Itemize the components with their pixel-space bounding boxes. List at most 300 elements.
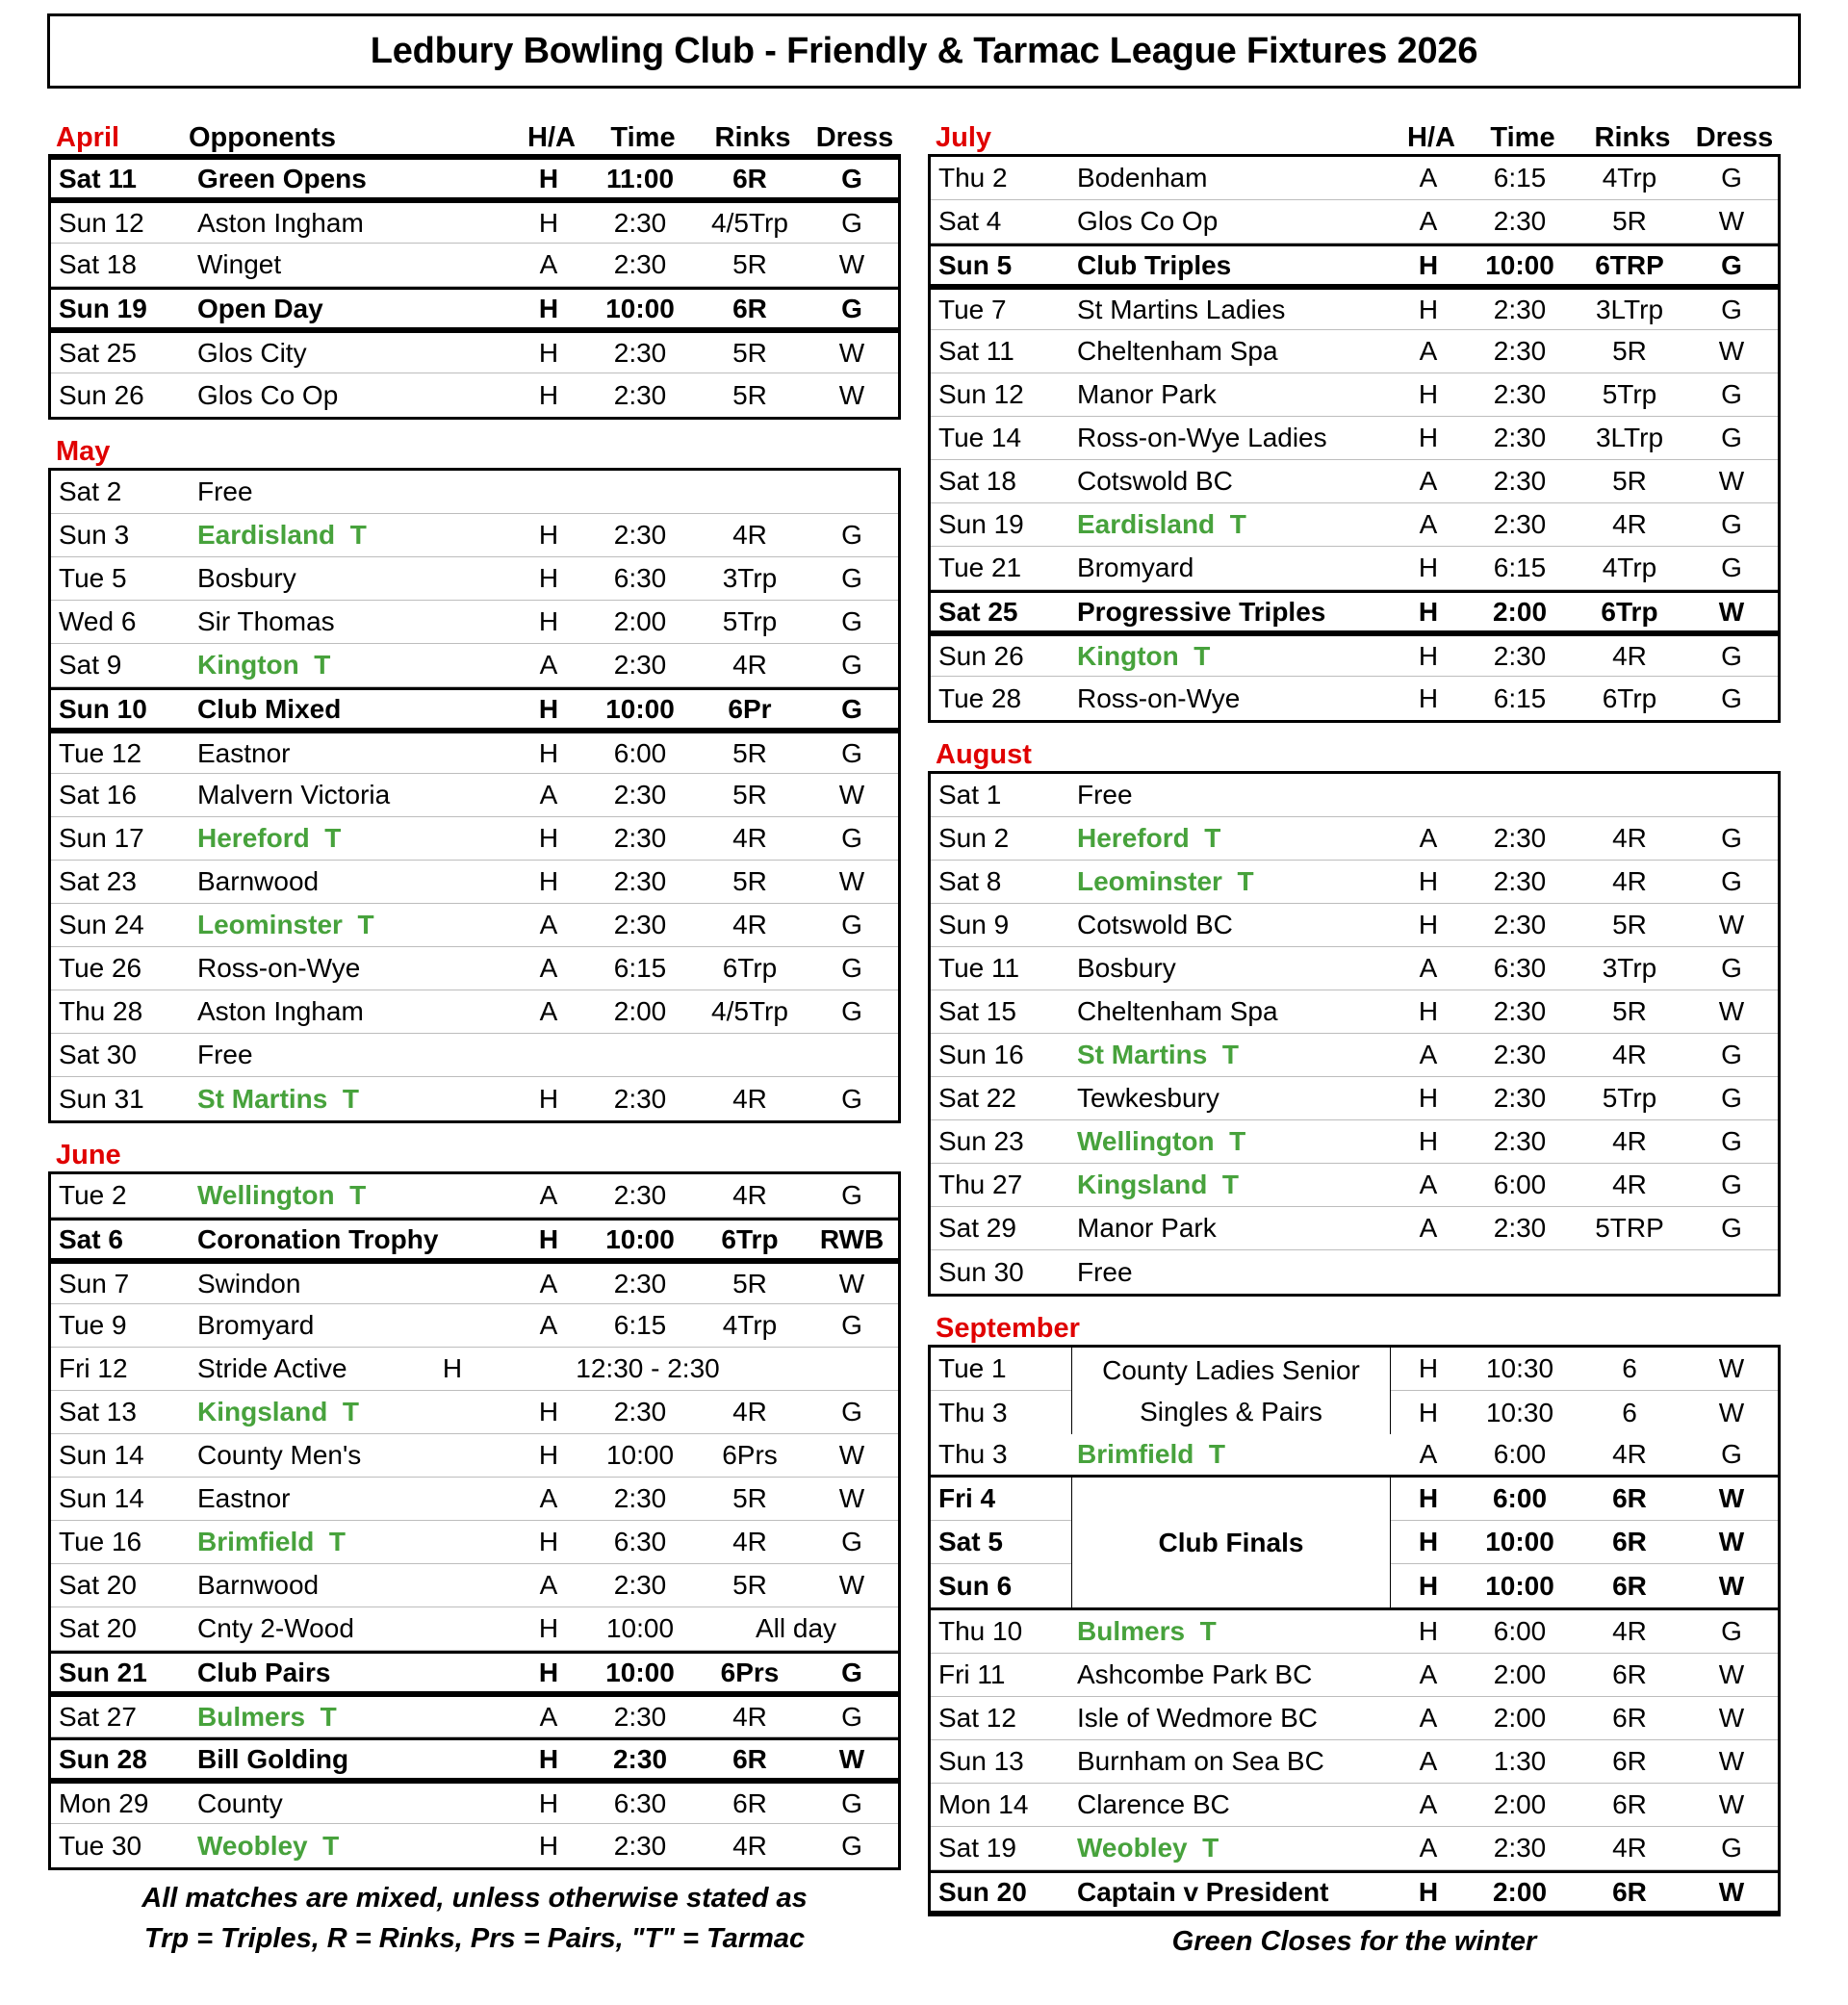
fixture-date: Sun 16 (938, 1040, 1024, 1069)
tarmac-marker: T (1194, 1439, 1226, 1469)
fixture-dress: G (1721, 640, 1742, 671)
fixture-rinks: 6R (1612, 1746, 1647, 1776)
fixture-time: 2:30 (612, 1743, 668, 1774)
fixture-row (51, 1304, 898, 1348)
tarmac-marker: T (334, 1180, 367, 1210)
fixture-row (51, 157, 898, 200)
tarmac-opponent: Wellington (1077, 1126, 1215, 1156)
fixture-row (931, 904, 1778, 947)
fixture-date: Sat 5 (931, 1521, 1071, 1564)
fixture-home-away: H (1418, 423, 1439, 452)
fixture-time: 2:30 (613, 1083, 667, 1114)
fixture-date: Sun 20 (938, 1876, 1027, 1907)
fixture-opponent: Eastnor (197, 737, 291, 768)
fixture-time: 6:15 (1493, 682, 1547, 713)
month-header-may (48, 425, 901, 468)
fixture-row (51, 471, 898, 514)
fixture-row (1391, 1478, 1778, 1521)
tarmac-marker: T (327, 1083, 360, 1114)
fixture-row (931, 1697, 1778, 1740)
fixture-dress: G (841, 520, 862, 550)
fixture-opponent: Barnwood (197, 1570, 320, 1600)
fixture-row (51, 1781, 898, 1824)
fixture-opponent: St Martins Ladies (1077, 294, 1286, 324)
fixture-row (51, 601, 898, 644)
fixture-time: 2:30 (613, 780, 667, 810)
fixture-dress: G (1721, 682, 1742, 713)
fixture-date: Sat 19 (938, 1833, 1016, 1863)
month-header-june (48, 1129, 901, 1171)
fixture-opponent: Manor Park (1077, 1213, 1217, 1243)
fixture-home-away: H (538, 563, 559, 593)
fixture-time: 2:30 (1493, 379, 1547, 409)
fixture-home-away: A (1419, 509, 1438, 539)
tarmac-opponent: Eardisland (197, 520, 336, 550)
fixture-rinks: 3LTrp (1595, 294, 1664, 324)
fixture-dress: G (1721, 1170, 1742, 1199)
fixture-opponent (192, 650, 511, 681)
fixture-date: Fri 12 (59, 1353, 128, 1383)
fixture-home-away: A (1419, 466, 1438, 496)
fixture-date: Wed 6 (59, 606, 137, 636)
fixture-opponent: Winget (197, 249, 282, 279)
fixture-row (51, 330, 898, 373)
page-title-bar (47, 13, 1801, 89)
fixture-row (51, 287, 898, 330)
fixture-home-away: A (1419, 1833, 1438, 1863)
fixture-dress: G (841, 953, 862, 983)
fixture-rinks: 4R (1612, 823, 1647, 853)
fixture-date: Tue 30 (59, 1830, 142, 1861)
fixture-row (931, 1250, 1778, 1294)
fixture-dress: G (841, 996, 862, 1026)
fixture-date: Sun 14 (59, 1440, 144, 1470)
fixture-dress: W (1718, 996, 1745, 1026)
fixture-home-away: A (539, 953, 558, 983)
fixture-time: 6:15 (613, 953, 667, 983)
column-header-time-right: Time (1490, 122, 1555, 153)
fixture-dress: G (1721, 1040, 1742, 1069)
fixture-dress: G (841, 1083, 862, 1114)
fixture-row (931, 1434, 1778, 1478)
fixture-home-away: H (538, 163, 559, 193)
tarmac-marker: T (305, 1701, 337, 1732)
fixture-row (51, 1218, 898, 1261)
month-label-april: April (56, 122, 120, 153)
fixture-rinks: 6R (1612, 1483, 1647, 1513)
tarmac-marker: T (307, 1830, 340, 1861)
fixture-dress: G (841, 1787, 862, 1818)
fixture-row (51, 817, 898, 861)
fixture-date: Tue 2 (59, 1180, 127, 1210)
fixture-date: Tue 26 (59, 953, 142, 983)
fixture-dress: W (838, 866, 865, 896)
column-header-dress: Dress (815, 122, 894, 153)
tarmac-marker: T (1215, 509, 1246, 539)
fixture-row (51, 1651, 898, 1694)
fixture-row (51, 244, 898, 287)
fixture-opponent (192, 910, 511, 940)
fixture-row (1391, 1391, 1778, 1434)
fixture-home-away: A (1419, 1040, 1438, 1069)
fixture-rinks: 4/5Trp (711, 207, 788, 238)
fixture-row (931, 460, 1778, 503)
fixture-rinks: 5R (732, 337, 767, 368)
fixture-date: Mon 14 (938, 1789, 1029, 1819)
fixture-opponent: Bill Golding (197, 1743, 349, 1774)
fixture-row (51, 1521, 898, 1564)
fixture-rinks: 4R (732, 1830, 767, 1861)
tarmac-opponent: Brimfield (1077, 1439, 1194, 1469)
fixtures-table-august (928, 771, 1781, 1297)
fixture-row (51, 1737, 898, 1781)
fixture-time: 2:00 (1492, 596, 1548, 627)
fixture-time: 2:30 (613, 1570, 667, 1600)
fixture-time: 10:00 (1485, 1570, 1554, 1601)
fixture-time: 6:30 (613, 1787, 667, 1818)
fixture-time: 2:30 (1493, 294, 1547, 324)
fixture-dress: G (841, 1657, 862, 1687)
fixture-time: 2:00 (1493, 1789, 1547, 1819)
fixture-rinks: 4Trp (1602, 163, 1657, 193)
fixture-date: Sun 14 (59, 1483, 144, 1513)
fixtures-table-september (928, 1345, 1781, 1916)
fixture-time: 2:00 (613, 606, 667, 636)
fixture-row (51, 514, 898, 557)
fixture-opponent: Cheltenham Spa (1077, 996, 1278, 1026)
fixture-time: 6:00 (613, 737, 667, 768)
fixture-dress: G (1721, 866, 1742, 896)
tarmac-opponent: Hereford (1077, 823, 1190, 853)
fixture-rinks: 6R (1612, 1789, 1647, 1819)
fixture-opponent: Bosbury (1077, 953, 1176, 983)
fixture-date: Sat 1 (938, 780, 1002, 810)
fixture-dress: G (1721, 1439, 1742, 1469)
fixture-dress: G (841, 693, 862, 724)
fixture-dress: W (838, 1743, 865, 1774)
fixture-time: 2:30 (613, 1268, 667, 1298)
fixture-date: Fri 4 (931, 1478, 1071, 1521)
fixture-rinks: 6R (732, 1743, 767, 1774)
fixture-opponent: Club Mixed (197, 693, 342, 724)
fixture-time: 6:00 (1492, 1483, 1548, 1513)
fixture-opponent: Coronation Trophy (197, 1223, 439, 1254)
fixture-row (931, 1034, 1778, 1077)
fixture-time: 10:30 (1485, 1353, 1554, 1383)
fixture-date: Sun 26 (938, 640, 1024, 671)
fixture-rinks: 5R (732, 780, 767, 810)
fixture-row (931, 244, 1778, 287)
fixture-home-away: H (1418, 294, 1439, 324)
tarmac-marker: T (1185, 1616, 1217, 1646)
fixture-rinks: 4R (1612, 1616, 1647, 1646)
fixture-home-away: H (1418, 1353, 1439, 1383)
fixture-time: 2:00 (613, 996, 667, 1026)
fixture-dress: G (1721, 294, 1742, 324)
column-header-rinks-right: Rinks (1594, 122, 1671, 153)
fixture-dress: W (1718, 1876, 1745, 1907)
tarmac-opponent: St Martins (1077, 1040, 1208, 1069)
fixture-time-range: 12:30 - 2:30 (576, 1353, 720, 1383)
fixture-dress: W (1718, 1659, 1745, 1689)
fixture-rinks-dress: All day (755, 1613, 837, 1643)
fixture-dress: G (841, 207, 862, 238)
fixture-home-away: H (538, 520, 559, 550)
fixture-row (51, 1434, 898, 1478)
fixture-time: 11:00 (605, 163, 675, 193)
fixture-dress: W (838, 780, 865, 810)
fixture-time: 2:00 (1493, 1703, 1547, 1733)
fixture-date: Sun 7 (59, 1268, 130, 1298)
fixture-date: Thu 3 (938, 1439, 1008, 1469)
fixture-home-away: H (538, 207, 559, 238)
fixture-opponent (1071, 509, 1391, 540)
fixture-dress: G (841, 1830, 862, 1861)
tarmac-marker: T (1221, 866, 1254, 896)
fixture-date: Thu 10 (938, 1616, 1023, 1646)
fixture-row (51, 1564, 898, 1607)
fixture-home-away: H (538, 693, 559, 724)
fixture-row (931, 1740, 1778, 1784)
fixture-home-away: H (1418, 1616, 1439, 1646)
fixture-home-away: H (1418, 249, 1439, 280)
fixture-opponent: Open Day (197, 293, 323, 323)
tarmac-opponent: Kingsland (1077, 1170, 1208, 1199)
fixture-home-away: H (442, 1353, 463, 1383)
fixture-rinks: 5Trp (722, 606, 778, 636)
fixture-opponent: Free (1077, 780, 1133, 810)
fixture-dress: G (1721, 953, 1742, 983)
fixture-dress: G (1721, 379, 1742, 409)
fixture-date: Sat 25 (938, 596, 1018, 627)
fixture-opponent: Manor Park (1077, 379, 1217, 409)
fixture-time: 2:30 (613, 1483, 667, 1513)
fixture-date: Sun 2 (938, 823, 1010, 853)
fixture-row (931, 157, 1778, 200)
fixture-opponent: Ashcombe Park BC (1077, 1659, 1313, 1689)
fixture-dress: G (841, 606, 862, 636)
month-header-august (928, 729, 1781, 771)
fixture-dress: W (1718, 596, 1745, 627)
fixture-rinks: 6TRP (1595, 249, 1664, 280)
fixture-row (931, 330, 1778, 373)
tarmac-marker: T (327, 1397, 360, 1427)
fixture-opponent: Sir Thomas (197, 606, 335, 636)
fixture-home-away: A (1419, 1213, 1438, 1243)
month-label-july: July (936, 122, 992, 153)
fixture-dress: W (1718, 466, 1745, 496)
fixture-row (51, 1348, 898, 1391)
fixture-rinks: 4/5Trp (711, 996, 788, 1026)
fixture-dress: G (841, 163, 862, 193)
fixture-rinks: 5R (732, 866, 767, 896)
fixture-opponent: Malvern Victoria (197, 780, 391, 810)
fixture-row (931, 200, 1778, 244)
fixture-rinks: 4R (732, 520, 767, 550)
fixture-opponent (192, 520, 511, 551)
fixture-dress: G (1721, 1213, 1742, 1243)
fixture-time: 6:30 (613, 563, 667, 593)
fixture-opponent: County (197, 1787, 283, 1818)
fixture-rinks: 3LTrp (1595, 423, 1664, 452)
fixture-row (51, 1824, 898, 1867)
fixture-home-away: A (1419, 206, 1438, 236)
fixture-opponent: Glos Co Op (1077, 206, 1219, 236)
fixture-date: Sat 11 (59, 163, 137, 193)
left-footer-note (48, 1878, 901, 1959)
fixture-time: 1:30 (1493, 1746, 1547, 1776)
fixture-time: 2:30 (613, 379, 667, 410)
fixture-opponent: Bosbury (197, 563, 296, 593)
fixture-date: Sun 19 (938, 509, 1024, 539)
county-ladies-senior-label (1071, 1348, 1391, 1434)
fixture-rinks: 4R (1612, 1833, 1647, 1863)
fixture-row (931, 417, 1778, 460)
fixture-rinks: 4R (1612, 866, 1647, 896)
fixture-home-away: H (538, 606, 559, 636)
tarmac-marker: T (1214, 1126, 1246, 1156)
fixture-dress: G (1721, 1616, 1742, 1646)
fixture-time: 6:30 (613, 1527, 667, 1556)
fixture-time: 10:00 (605, 1613, 675, 1643)
fixture-row (931, 1654, 1778, 1697)
fixture-home-away: H (1418, 379, 1439, 409)
fixture-time: 10:00 (1485, 249, 1554, 280)
fixture-row (51, 373, 898, 417)
fixture-rinks: 4R (732, 910, 767, 939)
fixture-opponent: Cotswold BC (1077, 466, 1233, 496)
fixture-date: Sun 28 (59, 1743, 147, 1774)
fixture-home-away: H (538, 1787, 559, 1818)
fixture-rinks: 6R (732, 293, 767, 323)
fixture-opponent (192, 1527, 511, 1557)
fixture-dress: W (1718, 1703, 1745, 1733)
fixture-rinks: 6R (732, 163, 767, 193)
fixture-home-away: H (1418, 1570, 1439, 1601)
month-header-july (928, 112, 1781, 154)
club-finals-values (1391, 1478, 1778, 1607)
fixture-date: Sun 24 (59, 910, 144, 939)
fixture-rinks: 5TRP (1595, 1213, 1664, 1243)
fixture-rinks: 3Trp (1602, 953, 1657, 983)
fixture-home-away: H (538, 1223, 559, 1254)
fixture-time: 2:30 (1493, 1083, 1547, 1113)
tarmac-opponent: Wellington (197, 1180, 335, 1210)
fixture-row (931, 503, 1778, 547)
tarmac-opponent: Leominster (197, 910, 343, 939)
fixture-time: 2:30 (1493, 1040, 1547, 1069)
club-finals-label (1071, 1478, 1391, 1607)
fixture-opponent: Tewkesbury (1077, 1083, 1219, 1113)
fixtures-table-july (928, 154, 1781, 723)
fixture-time: 10:30 (1485, 1397, 1554, 1427)
fixture-date: Tue 5 (59, 563, 127, 593)
column-header-opponents: Opponents (189, 122, 337, 153)
fixture-row (931, 817, 1778, 861)
fixture-row (1391, 1521, 1778, 1564)
fixture-row (51, 861, 898, 904)
fixture-rinks: 5R (732, 1268, 767, 1298)
fixture-home-away: A (539, 249, 558, 279)
fixture-date: Thu 2 (938, 163, 1008, 193)
fixture-rinks: 6Trp (1601, 596, 1658, 627)
fixture-opponent: Isle of Wedmore BC (1077, 1703, 1319, 1733)
fixture-time: 2:30 (613, 910, 667, 939)
fixture-time: 2:30 (613, 337, 667, 368)
fixture-dress: G (1721, 1126, 1742, 1156)
fixture-opponent: Free (197, 1040, 253, 1069)
fixture-time: 10:00 (605, 1657, 675, 1687)
fixture-row (51, 731, 898, 774)
fixture-time: 2:30 (1493, 336, 1547, 366)
fixture-opponent (1071, 823, 1391, 854)
fixture-home-away: H (1418, 682, 1439, 713)
fixture-date: Sat 22 (938, 1083, 1016, 1113)
club-finals-dates (931, 1478, 1071, 1607)
fixture-date: Thu 3 (938, 1397, 1008, 1427)
fixture-row (51, 1261, 898, 1304)
fixture-opponent: Cheltenham Spa (1077, 336, 1278, 366)
fixture-rinks: 4R (732, 1083, 767, 1114)
fixture-opponent: Club Pairs (197, 1657, 331, 1687)
fixture-date: Sat 12 (938, 1703, 1016, 1733)
fixture-dress: G (1721, 509, 1742, 539)
fixture-home-away: A (1419, 1170, 1438, 1199)
footer-line-2: Trp = Triples, R = Rinks, Prs = Pairs, "T" = Tarmac (143, 1923, 806, 1955)
fixture-rinks: 6R (1612, 1659, 1647, 1689)
fixture-home-away: A (1419, 1789, 1438, 1819)
fixture-row (931, 1827, 1778, 1870)
fixture-row (931, 1870, 1778, 1914)
fixture-row (931, 287, 1778, 330)
fixture-date: Sat 25 (59, 337, 137, 368)
fixture-home-away: H (1418, 1527, 1439, 1556)
fixture-date: Sat 30 (59, 1040, 137, 1069)
fixture-opponent: Ross-on-Wye (197, 953, 361, 983)
fixture-date: Sat 4 (938, 206, 1002, 236)
fixture-time: 2:30 (613, 650, 667, 680)
merged-label-line: Singles & Pairs (1140, 1397, 1322, 1427)
fixture-time: 6:15 (1493, 163, 1547, 193)
fixture-row (931, 677, 1778, 720)
fixture-dress: G (1721, 823, 1742, 853)
fixture-opponent: Bodenham (1077, 163, 1208, 193)
fixture-time: 10:00 (605, 1440, 675, 1470)
fixture-opponent (1071, 641, 1391, 672)
fixture-row (51, 947, 898, 990)
tarmac-opponent: Weobley (197, 1830, 308, 1861)
fixture-time: 2:30 (1493, 866, 1547, 896)
fixture-opponent: Progressive Triples (1077, 596, 1326, 627)
fixture-home-away: H (538, 293, 559, 323)
fixture-date: Sun 6 (938, 1570, 1013, 1601)
fixture-row (51, 1034, 898, 1077)
fixture-home-away: H (1418, 910, 1439, 939)
fixture-home-away: A (539, 1180, 558, 1210)
fixture-row (51, 687, 898, 731)
fixture-date: Sun 19 (59, 293, 147, 323)
fixture-opponent (192, 1831, 511, 1862)
fixture-time: 2:30 (1493, 910, 1547, 939)
fixture-home-away: H (1418, 596, 1439, 627)
fixture-date: Sat 13 (59, 1397, 137, 1427)
fixture-date: Thu 28 (59, 996, 143, 1026)
fixture-date: Sun 12 (59, 207, 144, 238)
tarmac-marker: T (314, 1527, 346, 1556)
fixture-rinks: 4R (1612, 509, 1647, 539)
tarmac-marker: T (335, 520, 367, 550)
fixture-opponent: Glos Co Op (197, 379, 339, 410)
